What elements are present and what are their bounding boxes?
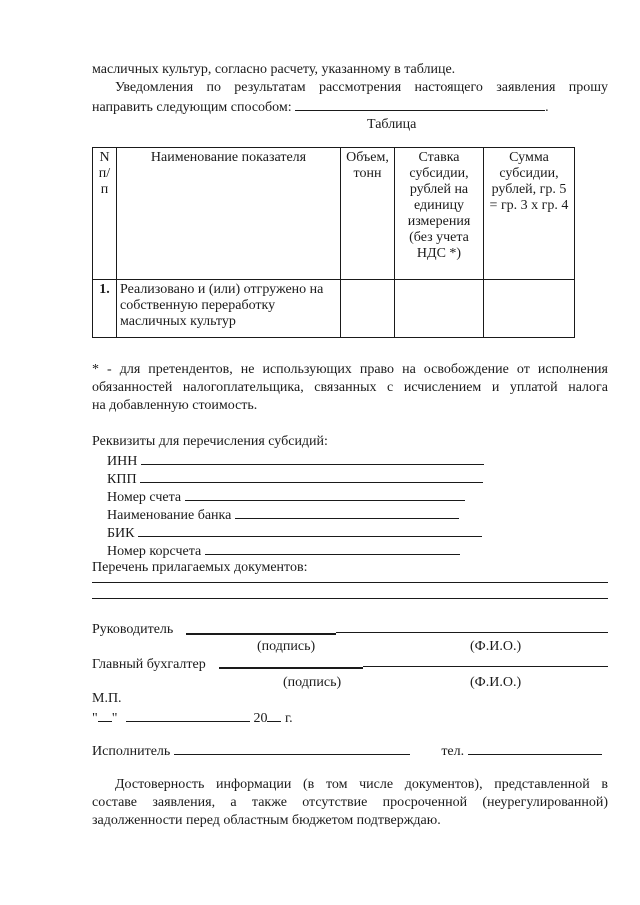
row-indicator: Реализовано и (или) отгружено на собственную переработку масличных культур (117, 280, 341, 338)
year-prefix: 20 (253, 711, 268, 726)
chief-accountant-signature-field[interactable] (219, 667, 363, 669)
stamp-label: М.П. (92, 691, 122, 706)
delivery-method-field[interactable] (295, 98, 545, 111)
row-rate-cell[interactable] (395, 280, 484, 338)
month-field[interactable] (126, 709, 250, 722)
row-number: 1. (93, 280, 117, 338)
bik-row (107, 524, 482, 542)
intro-line-1: масличных культур, согласно расчету, указанному в таблице. (92, 62, 456, 77)
bank-row (107, 506, 459, 524)
closing-line-1: Достоверность информации (в том числе документов), представленной в (115, 777, 608, 792)
tel-label: тел. (441, 744, 465, 759)
intro-line-3-prefix: направить следующим способом: (92, 100, 292, 115)
bank-field[interactable] (235, 506, 459, 519)
bik-field[interactable] (138, 524, 482, 537)
chief-accountant-name-field[interactable] (363, 666, 608, 667)
executor-row (92, 742, 602, 760)
footnote-line-2: обязанностей налогоплательщика, связанных с исчислением и уплатой налога (92, 380, 608, 395)
head-name-hint: (Ф.И.О.) (470, 639, 522, 654)
date-quote-close: " (111, 711, 118, 726)
bank-label: Наименование банка (107, 508, 232, 523)
account-row (107, 488, 465, 506)
chief-accountant-label: Главный бухгалтер (92, 657, 206, 672)
inn-label: ИНН (107, 454, 138, 469)
row-sum-cell[interactable] (484, 280, 575, 338)
day-field[interactable] (98, 709, 112, 722)
header-number: N п/п (93, 148, 117, 280)
row-volume-cell[interactable] (341, 280, 395, 338)
chief-accountant-name-hint: (Ф.И.О.) (470, 675, 522, 690)
intro-line-3 (92, 98, 549, 116)
tel-field[interactable] (468, 742, 602, 755)
bik-label: БИК (107, 526, 135, 541)
footnote-line-1: * - для претендентов, не использующих право на освобождение от исполнения (92, 362, 608, 377)
header-rate: Ставка субсидии, рублей на единицу измерения (без учета НДС *) (395, 148, 484, 280)
corr-field[interactable] (205, 542, 460, 555)
head-label: Руководитель (92, 622, 174, 637)
header-volume: Объем, тонн (341, 148, 395, 280)
account-label: Номер счета (107, 490, 182, 505)
intro-line-2: Уведомления по результатам рассмотрения настоящего заявления прошу (115, 80, 608, 95)
header-indicator: Наименование показателя (117, 148, 341, 280)
corr-label: Номер корсчета (107, 544, 202, 559)
inn-field[interactable] (141, 452, 484, 465)
kpp-label: КПП (107, 472, 137, 487)
footnote-line-3: на добавленную стоимость. (92, 398, 258, 413)
documents-field-1[interactable] (92, 582, 608, 583)
closing-line-3: задолженности перед областным бюджетом подтверждаю. (92, 813, 441, 828)
executor-label: Исполнитель (92, 744, 171, 759)
subsidy-table (92, 147, 575, 338)
head-signature-hint: (подпись) (257, 639, 316, 654)
executor-field[interactable] (174, 742, 410, 755)
kpp-row (107, 470, 483, 488)
table-header-row (93, 148, 575, 280)
year-suffix: г. (284, 711, 293, 726)
date-quote-open: " (92, 711, 98, 726)
intro-line-3-suffix: . (545, 100, 549, 115)
corr-row (107, 542, 460, 560)
kpp-field[interactable] (140, 470, 483, 483)
documents-field-2[interactable] (92, 598, 608, 599)
head-name-field[interactable] (336, 632, 608, 633)
chief-accountant-signature-hint: (подпись) (283, 675, 342, 690)
requisites-title: Реквизиты для перечисления субсидий: (92, 434, 328, 449)
closing-line-2: составе заявления, а также отсутствие просроченной (неурегулированной) (92, 795, 608, 810)
table-row (93, 280, 575, 338)
account-field[interactable] (185, 488, 465, 501)
header-sum: Сумма субсидии, рублей, гр. 5 = гр. 3 x гр. 4 (484, 148, 575, 280)
year-field[interactable] (267, 709, 281, 722)
table-caption: Таблица (367, 117, 417, 132)
date-row (92, 709, 293, 727)
head-signature-field[interactable] (186, 633, 336, 635)
documents-label: Перечень прилагаемых документов: (92, 560, 308, 575)
inn-row (107, 452, 484, 470)
